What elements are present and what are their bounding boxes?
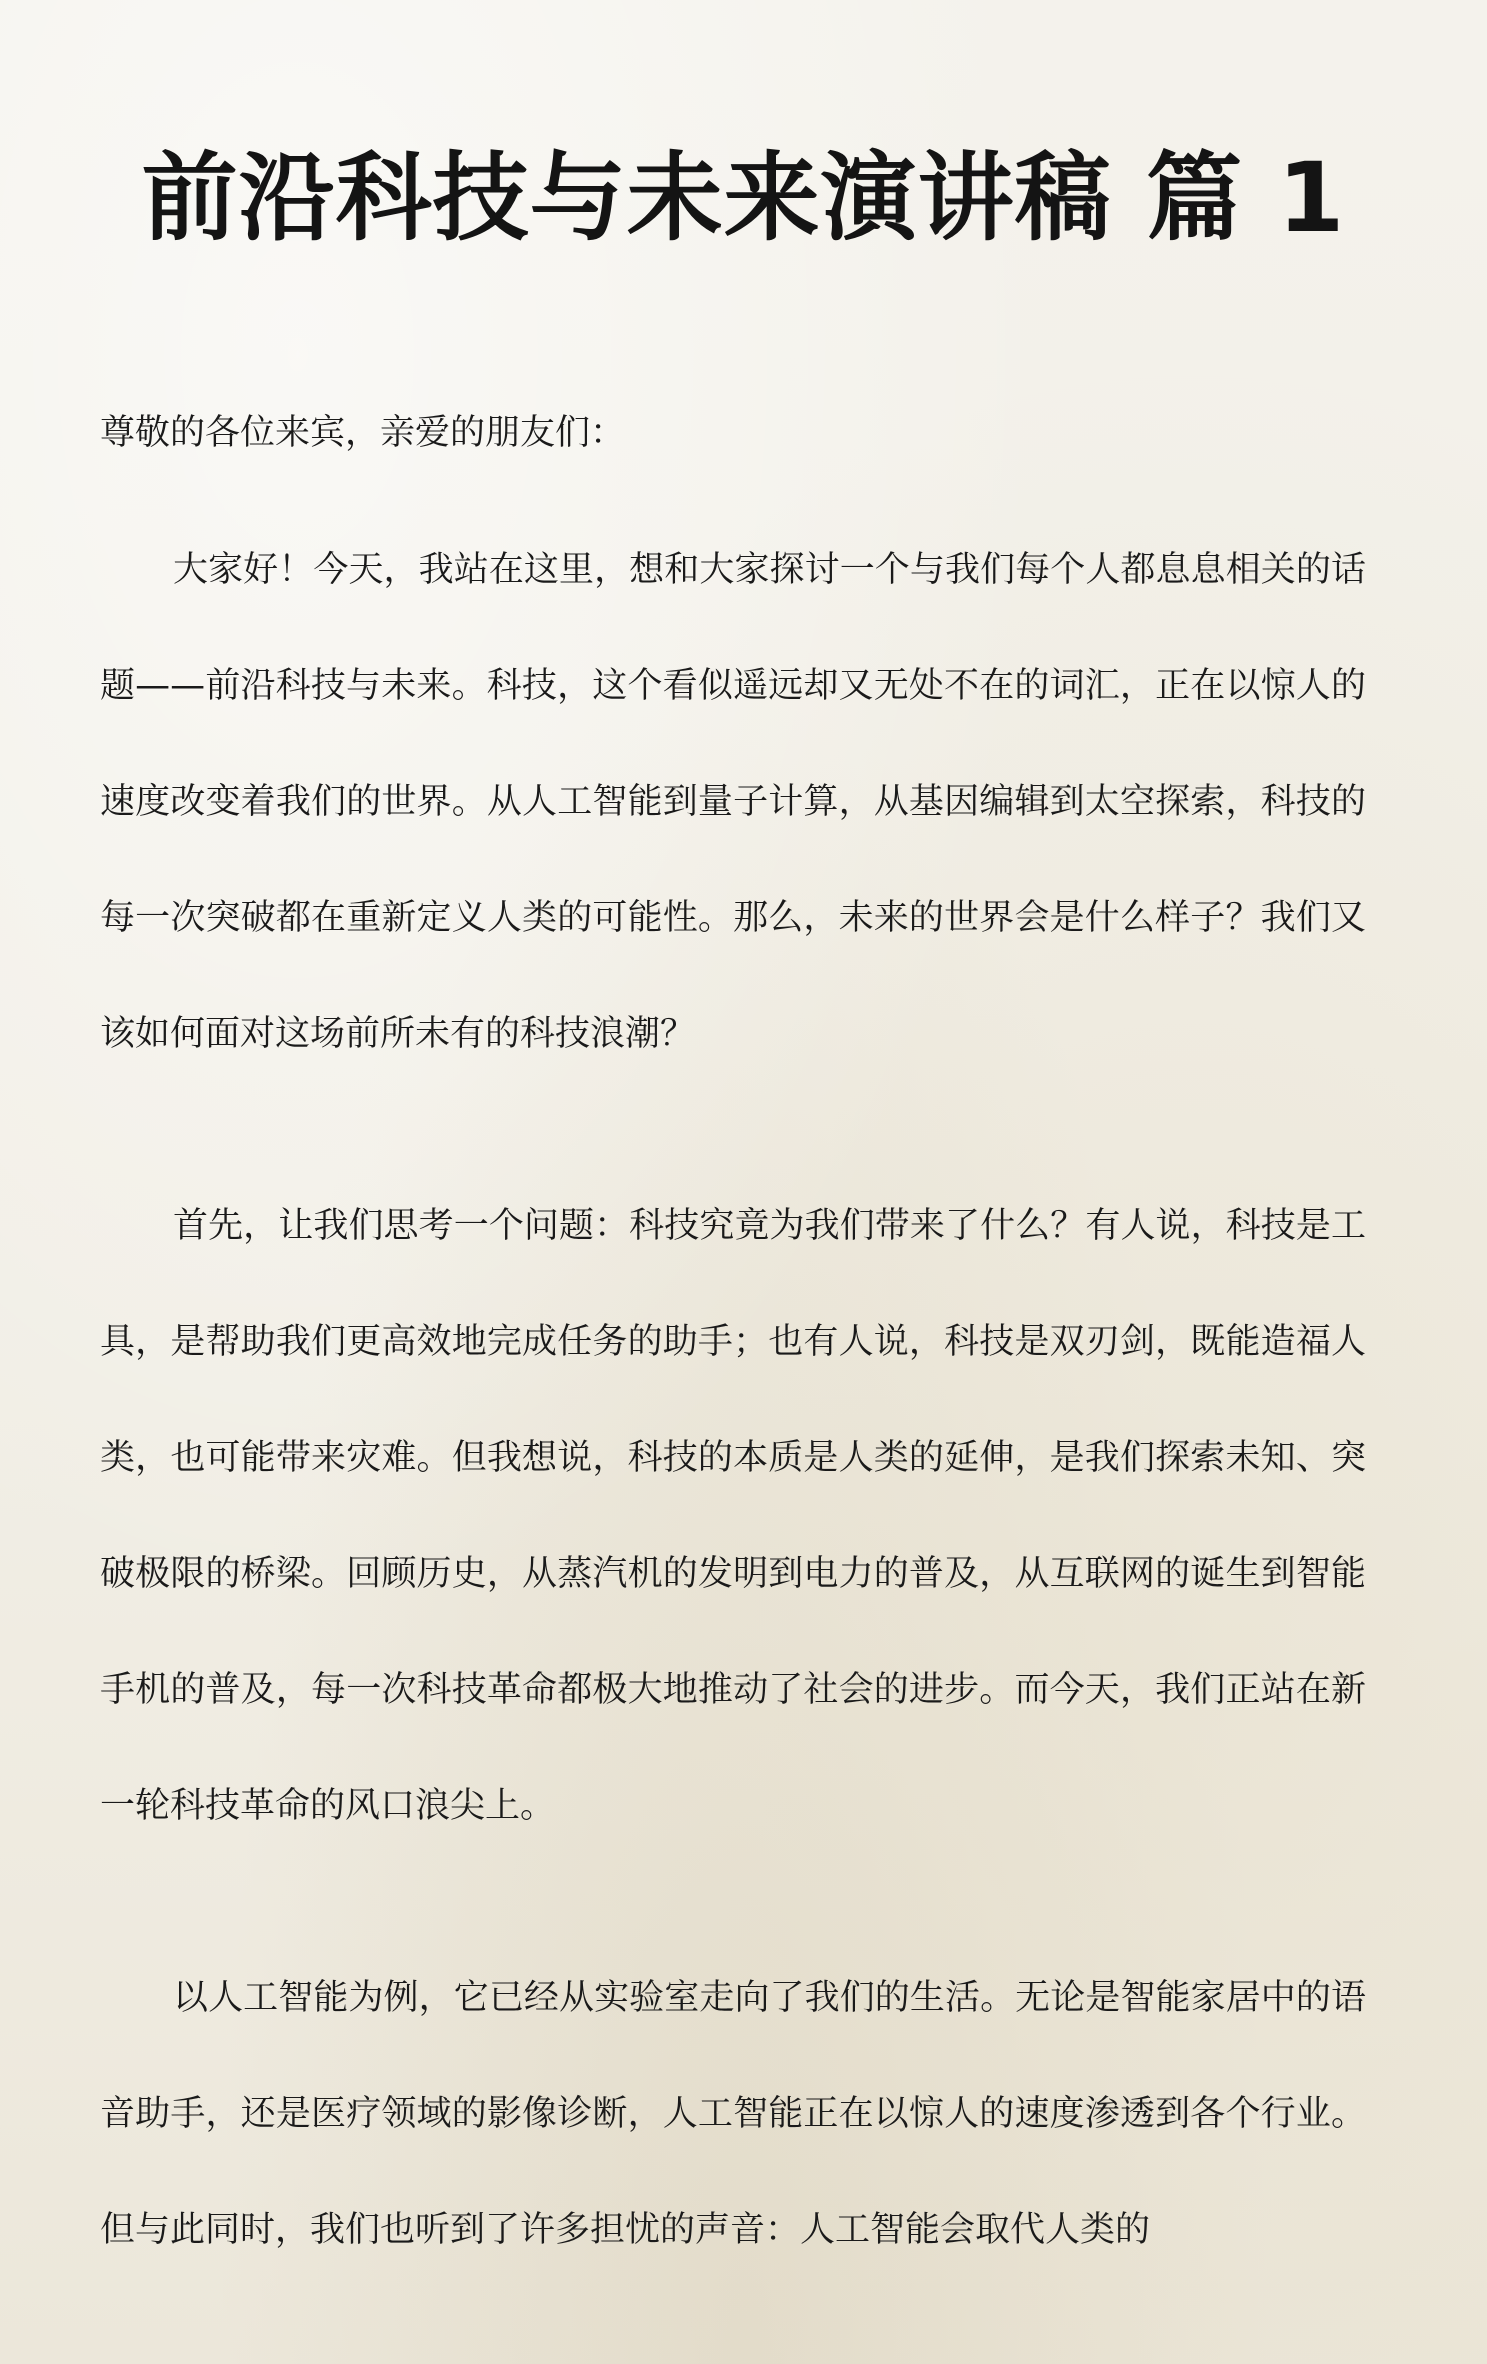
- paragraph-2: 首先，让我们思考一个问题：科技究竟为我们带来了什么？有人说，科技是工具，是帮助我们更高效地完成任务的助手；也有人说，科技是双刃剑，既能造福人类，也可能带来灾难。但我想说，科技的本质是人类的延伸，是我们探索未知、突破极限的桥梁。回顾历史，从蒸汽机的发明到电力的普及，从互联网的诞生到智能手机的普及，每一次科技革命都极大地推动了社会的进步。而今天，我们正站在新一轮科技革命的风口浪尖上。: [100, 1206, 1366, 1826]
- greeting-line: 尊敬的各位来宾，亲爱的朋友们：: [100, 413, 626, 453]
- paragraph-3: 以人工智能为例，它已经从实验室走向了我们的生活。无论是智能家居中的语音助手，还是医疗领域的影像诊断，人工智能正在以惊人的速度渗透到各个行业。但与此同时，我们也听到了许多担忧的声音：人工智能会取代人类的: [100, 1978, 1366, 2250]
- paragraph-1: 大家好！今天，我站在这里，想和大家探讨一个与我们每个人都息息相关的话题——前沿科技与未来。科技，这个看似遥远却又无处不在的词汇，正在以惊人的速度改变着我们的世界。从人工智能到量子计算，从基因编辑到太空探索，科技的每一次突破都在重新定义人类的可能性。那么，未来的世界会是什么样子？我们又该如何面对这场前所未有的科技浪潮？: [100, 550, 1366, 1054]
- document-title: 前沿科技与未来演讲稿 篇 1: [141, 142, 1346, 254]
- document-body: [100, 393, 1366, 2288]
